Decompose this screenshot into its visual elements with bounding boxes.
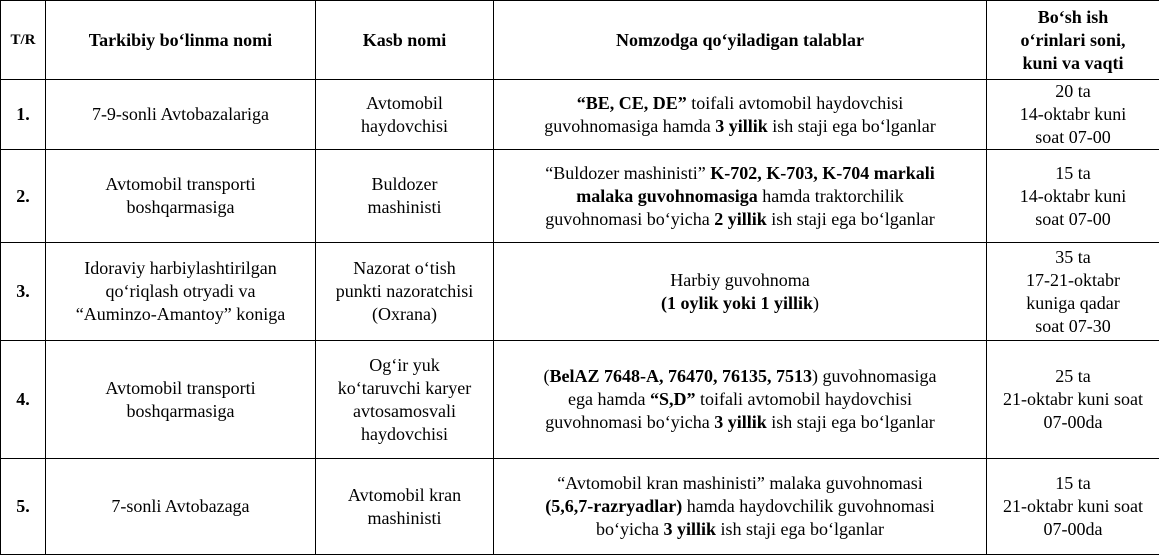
vacancies-line: 07-00da [993,518,1153,541]
vacancies-line: 15 ta [993,162,1153,185]
vacancies-line: kuniga qadar [993,292,1153,315]
requirement-bold-text: malaka guvohnomasiga [576,186,758,206]
division-line: boshqarmasiga [52,196,309,219]
profession-line: Nazorat o‘tish [322,257,487,280]
header-division: Tarkibiy bo‘linma nomi [46,1,316,80]
requirement-text: ish staji ega bo‘lganlar [767,209,935,229]
vacancies-cell [987,150,1159,243]
header-vacancies [987,1,1159,80]
requirement-text: hamda haydovchilik guvohnomasi [682,496,934,516]
requirement-text: toifali avtomobil haydovchisi [687,93,903,113]
profession-cell [316,243,494,341]
requirements-line [500,208,980,231]
header-requirements: Nomzodga qo‘yiladigan talablar [494,1,987,80]
requirement-bold-text: (5,6,7-razryadlar) [545,496,682,516]
requirements-line [500,411,980,434]
division-line: Idoraviy harbiylashtirilgan [52,257,309,280]
division-line: qo‘riqlash otryadi va [52,280,309,303]
profession-line: mashinisti [322,507,487,530]
requirement-text: toifali avtomobil haydovchisi [696,389,912,409]
row-number: 5. [1,459,46,555]
requirement-text: ish staji ega bo‘lganlar [767,412,935,432]
header-profession: Kasb nomi [316,1,494,80]
vacancies-line: 17-21-oktabr [993,269,1153,292]
profession-line: haydovchisi [322,115,487,138]
requirements-line [500,115,980,138]
vacancies-line: 07-00da [993,411,1153,434]
requirement-text: ) [813,293,819,313]
requirement-bold-text: 3 yillik [714,412,767,432]
profession-line: ko‘taruvchi karyer [322,377,487,400]
profession-cell [316,150,494,243]
vacancies-cell [987,341,1159,459]
profession-line: avtosamosvali [322,400,487,423]
header-vacancies-line: o‘rinlari soni, [993,29,1153,52]
division-cell [46,459,316,555]
requirement-text: ) guvohnomasiga [812,366,936,386]
vacancies-line: soat 07-00 [993,208,1153,231]
profession-cell [316,459,494,555]
profession-line: Buldozer [322,173,487,196]
division-cell [46,150,316,243]
requirements-line [500,162,980,185]
header-number: T/R [1,1,46,80]
table-header-row [1,1,1159,80]
requirement-text: “Avtomobil kran mashinisti” malaka guvohnomasi [557,473,923,493]
requirements-cell [494,341,987,459]
table-row [1,341,1159,459]
table-row [1,459,1159,555]
requirement-text: ish staji ega bo‘lganlar [768,116,936,136]
requirements-line [500,472,980,495]
header-vacancies-line: kuni va vaqti [993,52,1153,75]
row-number: 1. [1,80,46,150]
profession-line: Avtomobil kran [322,484,487,507]
division-cell [46,80,316,150]
requirement-text: guvohnomasi bo‘yicha [545,209,714,229]
vacancies-line: soat 07-00 [993,126,1153,149]
requirement-text: ega hamda [568,389,650,409]
row-number: 3. [1,243,46,341]
vacancies-line: 21-oktabr kuni soat [993,388,1153,411]
requirement-text: “Buldozer mashinisti” [545,163,710,183]
requirements-cell [494,243,987,341]
vacancies-line: 15 ta [993,472,1153,495]
vacancies-line: 20 ta [993,80,1153,103]
requirement-bold-text: BelAZ 7648-A, 76470, 76135, 7513 [550,366,813,386]
table-row [1,150,1159,243]
requirement-bold-text: 3 yillik [664,519,717,539]
division-line: Avtomobil transporti [52,173,309,196]
table-row [1,80,1159,150]
profession-line: haydovchisi [322,423,487,446]
division-line: “Auminzo-Amantoy” koniga [52,303,309,326]
requirement-text: guvohnomasiga hamda [544,116,715,136]
requirements-line [500,495,980,518]
requirements-line [500,185,980,208]
vacancies-line: 14-oktabr kuni [993,185,1153,208]
requirements-line [500,388,980,411]
requirement-text: guvohnomasi bo‘yicha [545,412,714,432]
division-line: Avtomobil transporti [52,377,309,400]
row-number: 2. [1,150,46,243]
requirement-bold-text: 3 yillik [715,116,768,136]
requirement-bold-text: 2 yillik [714,209,767,229]
division-line: boshqarmasiga [52,400,309,423]
division-line: 7-9-sonli Avtobazalariga [52,103,309,126]
vacancies-line: 14-oktabr kuni [993,103,1153,126]
division-cell [46,243,316,341]
profession-line: punkti nazoratchisi [322,280,487,303]
division-cell [46,341,316,459]
profession-line: Og‘ir yuk [322,354,487,377]
requirement-text: ( [544,366,550,386]
requirement-text: bo‘yicha [596,519,663,539]
profession-line: (Oxrana) [322,303,487,326]
requirements-line [500,518,980,541]
requirement-text: hamda traktorchilik [758,186,904,206]
vacancies-cell [987,80,1159,150]
vacancies-line: 25 ta [993,365,1153,388]
vacancies-cell [987,243,1159,341]
vacancies-line: soat 07-30 [993,315,1153,338]
requirements-line [500,92,980,115]
profession-cell [316,80,494,150]
profession-line: Avtomobil [322,92,487,115]
requirements-line [500,292,980,315]
requirement-bold-text: “S,D” [650,389,696,409]
requirements-line [500,269,980,292]
table-row [1,243,1159,341]
requirement-text: ish staji ega bo‘lganlar [716,519,884,539]
requirements-cell [494,150,987,243]
vacancies-line: 21-oktabr kuni soat [993,495,1153,518]
vacancies-cell [987,459,1159,555]
division-line: 7-sonli Avtobazaga [52,495,309,518]
requirement-bold-text: “BE, CE, DE” [577,93,687,113]
profession-cell [316,341,494,459]
requirements-cell [494,80,987,150]
requirement-text: Harbiy guvohnoma [670,270,809,290]
requirement-bold-text: K-702, K-703, K-704 markali [710,163,934,183]
profession-line: mashinisti [322,196,487,219]
requirements-cell [494,459,987,555]
requirements-line [500,365,980,388]
header-vacancies-line: Bo‘sh ish [993,6,1153,29]
vacancies-line: 35 ta [993,246,1153,269]
row-number: 4. [1,341,46,459]
requirement-bold-text: (1 oylik yoki 1 yillik [661,293,813,313]
